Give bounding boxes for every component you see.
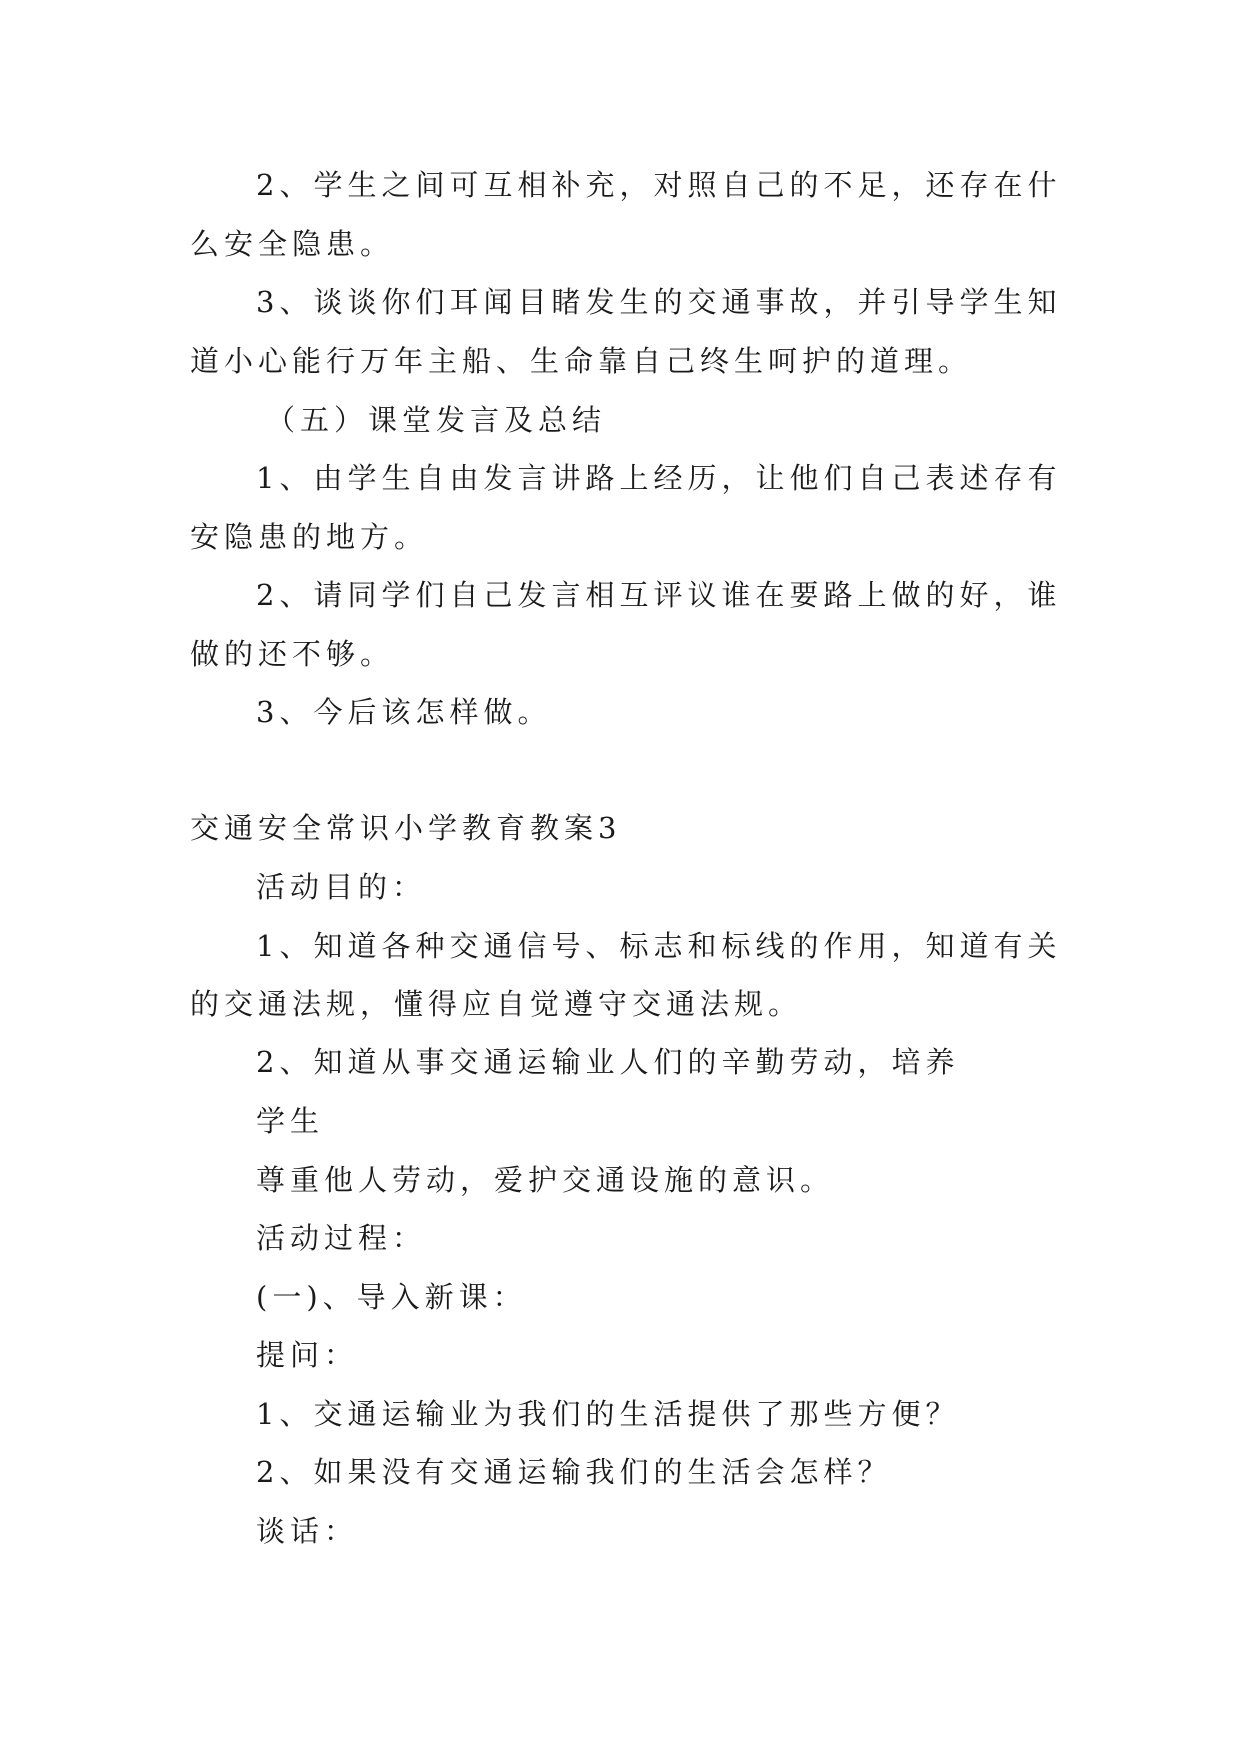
text-line: 1、交通运输业为我们的生活提供了那些方便？ xyxy=(256,1397,960,1431)
text-line: 活动目的： xyxy=(256,870,427,904)
section-heading: （五）课堂发言及总结 xyxy=(266,403,607,437)
text-line: 尊重他人劳动，爱护交通设施的意识。 xyxy=(256,1163,835,1197)
text-line: 2、知道从事交通运输业人们的辛勤劳动，培养 xyxy=(256,1045,960,1079)
text-line: 活动过程： xyxy=(256,1221,427,1255)
text-line: 提问： xyxy=(256,1338,359,1372)
text-line: (一)、导入新课： xyxy=(256,1280,527,1314)
text-line: 2、请同学们自己发言相互评议谁在要路上做的好，谁 xyxy=(256,578,1062,612)
text-line: 道小心能行万年主船、生命靠自己终生呵护的道理。 xyxy=(190,344,973,378)
text-line: 的交通法规，懂得应自觉遵守交通法规。 xyxy=(190,987,803,1021)
text-line: 2、如果没有交通运输我们的生活会怎样？ xyxy=(256,1455,892,1489)
text-line: 2、学生之间可互相补充，对照自己的不足，还存在什 xyxy=(256,168,1062,202)
text-line: 做的还不够。 xyxy=(190,637,395,671)
text-line: 学生 xyxy=(256,1104,325,1138)
text-line: 3、谈谈你们耳闻目睹发生的交通事故，并引导学生知 xyxy=(256,285,1062,319)
text-line: 谈话： xyxy=(256,1514,359,1548)
text-line: 1、由学生自由发言讲路上经历，让他们自己表述存有 xyxy=(256,461,1062,495)
text-line: 安隐患的地方。 xyxy=(190,520,429,554)
text-line: 么安全隐患。 xyxy=(190,227,395,261)
text-line: 3、今后该怎样做。 xyxy=(256,695,552,729)
document-title: 交通安全常识小学教育教案3 xyxy=(190,811,622,845)
text-line: 1、知道各种交通信号、标志和标线的作用，知道有关 xyxy=(256,929,1062,963)
